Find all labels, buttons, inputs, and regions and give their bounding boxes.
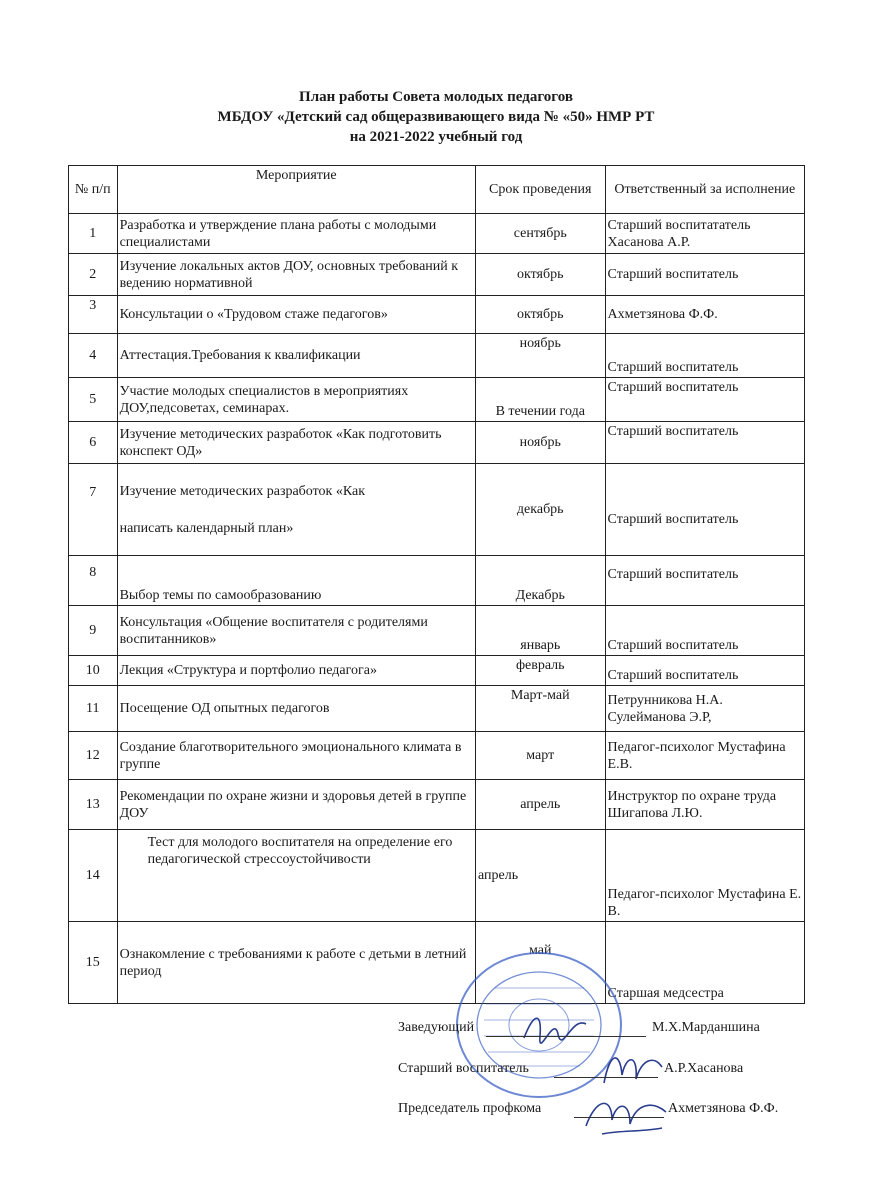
plan-table bbox=[68, 165, 805, 1004]
row-number: 10 bbox=[69, 656, 118, 686]
row-event: Аттестация.Требования к квалификации bbox=[117, 334, 475, 378]
row-event-line: написать календарный план» bbox=[119, 520, 294, 536]
row-event: Участие молодых специалистов в мероприятиях ДОУ,педсоветах, семинарах. bbox=[117, 378, 475, 422]
row-term: Март-май bbox=[475, 686, 605, 732]
table-row bbox=[69, 780, 805, 830]
row-responsible: Старший воспитатель bbox=[605, 254, 804, 296]
row-number: 15 bbox=[69, 922, 118, 1004]
row-responsible: Ахметзянова Ф.Ф. bbox=[605, 296, 804, 334]
row-responsible: Старший воспитатель bbox=[605, 556, 804, 606]
table-row bbox=[69, 378, 805, 422]
document-title bbox=[0, 87, 872, 147]
row-term: В течении года bbox=[475, 378, 605, 422]
row-number: 14 bbox=[69, 830, 118, 922]
row-event-line: Изучение методических разработок «Как bbox=[119, 483, 366, 499]
row-term: октябрь bbox=[475, 296, 605, 334]
row-number: 11 bbox=[69, 686, 118, 732]
row-event: Создание благотворительного эмоционального климата в группе bbox=[117, 732, 475, 780]
title-line-3: на 2021-2022 учебный год bbox=[349, 129, 523, 145]
table-row bbox=[69, 334, 805, 378]
row-event: Рекомендации по охране жизни и здоровья детей в группе ДОУ bbox=[117, 780, 475, 830]
row-event: Выбор темы по самообразованию bbox=[117, 556, 475, 606]
table-row bbox=[69, 254, 805, 296]
signature-name: А.Р.Хасанова bbox=[664, 1061, 744, 1076]
signature-mark-1 bbox=[520, 1008, 590, 1050]
table-header-row bbox=[69, 166, 805, 214]
signature-name: М.Х.Марданшина bbox=[652, 1020, 760, 1035]
row-term: сентябрь bbox=[475, 214, 605, 254]
table-row bbox=[69, 732, 805, 780]
signature-line bbox=[486, 1036, 646, 1037]
row-responsible: Старший воспитататель Хасанова А.Р. bbox=[605, 214, 804, 254]
signature-role: Старший воспитатель bbox=[398, 1061, 529, 1076]
header-event: Мероприятие bbox=[117, 166, 475, 214]
table-row bbox=[69, 464, 805, 556]
row-number: 7 bbox=[69, 464, 118, 556]
row-number: 3 bbox=[69, 296, 118, 334]
row-number: 2 bbox=[69, 254, 118, 296]
row-number: 1 bbox=[69, 214, 118, 254]
signature-name: Ахметзянова Ф.Ф. bbox=[668, 1101, 779, 1116]
row-responsible: Старший воспитатель bbox=[605, 378, 804, 422]
row-responsible: Старший воспитатель bbox=[605, 464, 804, 556]
signature-mark-2 bbox=[598, 1045, 668, 1095]
row-term: апрель bbox=[475, 830, 605, 922]
row-responsible: Педагог-психолог Мустафина Е.В. bbox=[605, 732, 804, 780]
row-event: Разработка и утверждение плана работы с молодыми специалистами bbox=[117, 214, 475, 254]
table-row bbox=[69, 214, 805, 254]
row-responsible: Петрунникова Н.А. Сулейманова Э.Р, bbox=[605, 686, 804, 732]
row-event bbox=[117, 464, 475, 556]
row-responsible: Старшая медсестра bbox=[605, 922, 804, 1004]
row-term: апрель bbox=[475, 780, 605, 830]
row-responsible: Старший воспитатель bbox=[605, 334, 804, 378]
signature-role: Заведующий bbox=[398, 1020, 475, 1035]
table-row bbox=[69, 656, 805, 686]
row-number: 8 bbox=[69, 556, 118, 606]
row-term: февраль bbox=[475, 656, 605, 686]
row-event: Посещение ОД опытных педагогов bbox=[117, 686, 475, 732]
row-event: Консультация «Общение воспитателя с родителями воспитанников» bbox=[117, 606, 475, 656]
table-row bbox=[69, 830, 805, 922]
row-number: 13 bbox=[69, 780, 118, 830]
table-row bbox=[69, 922, 805, 1004]
row-number: 4 bbox=[69, 334, 118, 378]
row-term: ноябрь bbox=[475, 422, 605, 464]
header-term: Срок проведения bbox=[475, 166, 605, 214]
row-number: 5 bbox=[69, 378, 118, 422]
signature-line bbox=[574, 1117, 664, 1118]
row-event: Лекция «Структура и портфолио педагога» bbox=[117, 656, 475, 686]
title-line-1: План работы Совета молодых педагогов bbox=[299, 89, 573, 105]
row-event: Консультации о «Трудовом стаже педагогов» bbox=[117, 296, 475, 334]
row-responsible: Старший воспитатель bbox=[605, 422, 804, 464]
row-term: октябрь bbox=[475, 254, 605, 296]
row-event: Ознакомление с требованиями к работе с детьми в летний период bbox=[117, 922, 475, 1004]
header-no: № п/п bbox=[69, 166, 118, 214]
row-number: 6 bbox=[69, 422, 118, 464]
row-responsible: Педагог-психолог Мустафина Е. В. bbox=[605, 830, 804, 922]
row-event: Изучение локальных актов ДОУ, основных требований к ведению нормативной bbox=[117, 254, 475, 296]
row-event: Изучение методических разработок «Как подготовить конспект ОД» bbox=[117, 422, 475, 464]
title-line-2: МБДОУ «Детский сад общеразвивающего вида № «50» НМР РТ bbox=[217, 109, 655, 125]
row-term: Декабрь bbox=[475, 556, 605, 606]
row-responsible: Старший воспитатель bbox=[605, 606, 804, 656]
row-number: 9 bbox=[69, 606, 118, 656]
table-row bbox=[69, 422, 805, 464]
header-responsible: Ответственный за исполнение bbox=[605, 166, 804, 214]
row-number: 12 bbox=[69, 732, 118, 780]
row-event: Тест для молодого воспитателя на определение его педагогической стрессоустойчивости bbox=[117, 830, 475, 922]
row-responsible: Инструктор по охране труда Шигапова Л.Ю. bbox=[605, 780, 804, 830]
table-row bbox=[69, 686, 805, 732]
row-responsible: Старший воспитатель bbox=[605, 656, 804, 686]
table-row bbox=[69, 606, 805, 656]
table-row bbox=[69, 556, 805, 606]
row-term: май bbox=[475, 922, 605, 1004]
row-term: январь bbox=[475, 606, 605, 656]
row-term: декабрь bbox=[475, 464, 605, 556]
signature-line bbox=[554, 1077, 658, 1078]
row-term: март bbox=[475, 732, 605, 780]
table-row bbox=[69, 296, 805, 334]
signature-role: Председатель профкома bbox=[398, 1101, 542, 1116]
row-term: ноябрь bbox=[475, 334, 605, 378]
